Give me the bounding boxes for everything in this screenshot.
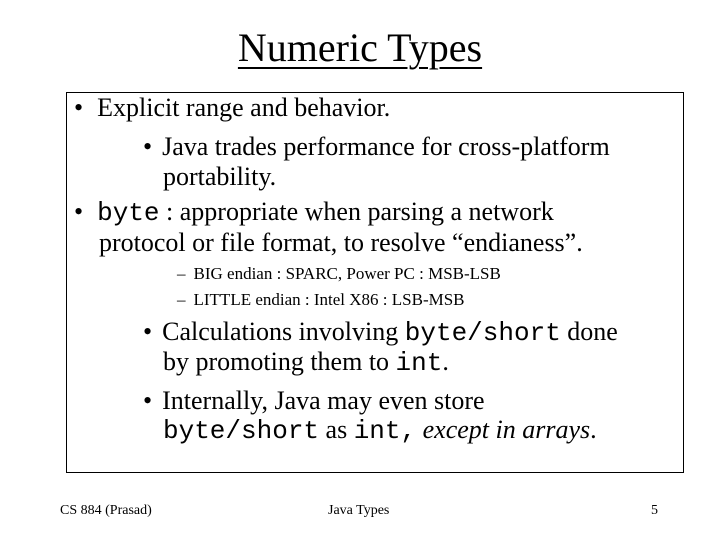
sub-bullet-1-1-cont [163, 162, 276, 192]
footer-course: CS 884 (Prasad) [60, 503, 152, 518]
code-byte: byte [97, 198, 160, 228]
bullet-text: done [560, 317, 618, 346]
code-int: int, [353, 416, 417, 446]
code-byte-short: byte/short [163, 416, 320, 446]
bullet-1 [74, 93, 390, 123]
dash-marker: – [177, 264, 186, 283]
bullet-text: : appropriate when parsing a network [159, 197, 554, 226]
code-int: int [395, 348, 443, 378]
sub-bullet-internally [143, 386, 485, 416]
dash-text: BIG endian : SPARC, Power PC : MSB-LSB [193, 264, 501, 283]
bullet-text: as [319, 415, 354, 444]
sub-bullet-1-1 [143, 132, 610, 162]
bullet-marker: • [143, 386, 153, 415]
bullet-text: Calculations involving [162, 317, 405, 346]
sub-bullet-calculations-cont [163, 347, 449, 378]
bullet-text: . [590, 415, 597, 444]
sub-bullet-internally-cont [163, 415, 597, 446]
bullet-text: portability. [163, 162, 277, 191]
bullet-marker: • [74, 93, 84, 122]
bullet-text: Explicit range and behavior. [97, 93, 391, 122]
italic-text: except in arrays [422, 415, 591, 444]
bullet-text: by promoting them to [163, 347, 396, 376]
dash-item-big-endian [177, 263, 501, 285]
bullet-text: Java trades performance for cross-platform [162, 132, 610, 161]
bullet-text: protocol or file format, to resolve “endianess”. [99, 228, 583, 257]
dash-marker: – [177, 290, 186, 309]
bullet-marker: • [143, 317, 153, 346]
bullet-marker: • [143, 132, 153, 161]
bullet-text: . [442, 347, 449, 376]
bullet-2 [74, 197, 554, 228]
bullet-marker: • [74, 197, 84, 226]
footer-page-number: 5 [651, 503, 658, 518]
sub-bullet-calculations [143, 317, 618, 348]
slide-title: Numeric Types [237, 25, 483, 70]
footer-topic: Java Types [328, 503, 390, 518]
bullet-text: Internally, Java may even store [162, 386, 485, 415]
dash-item-little-endian [177, 289, 465, 311]
dash-text: LITTLE endian : Intel X86 : LSB-MSB [193, 290, 465, 309]
code-byte-short: byte/short [404, 318, 561, 348]
bullet-2-cont [99, 228, 583, 258]
